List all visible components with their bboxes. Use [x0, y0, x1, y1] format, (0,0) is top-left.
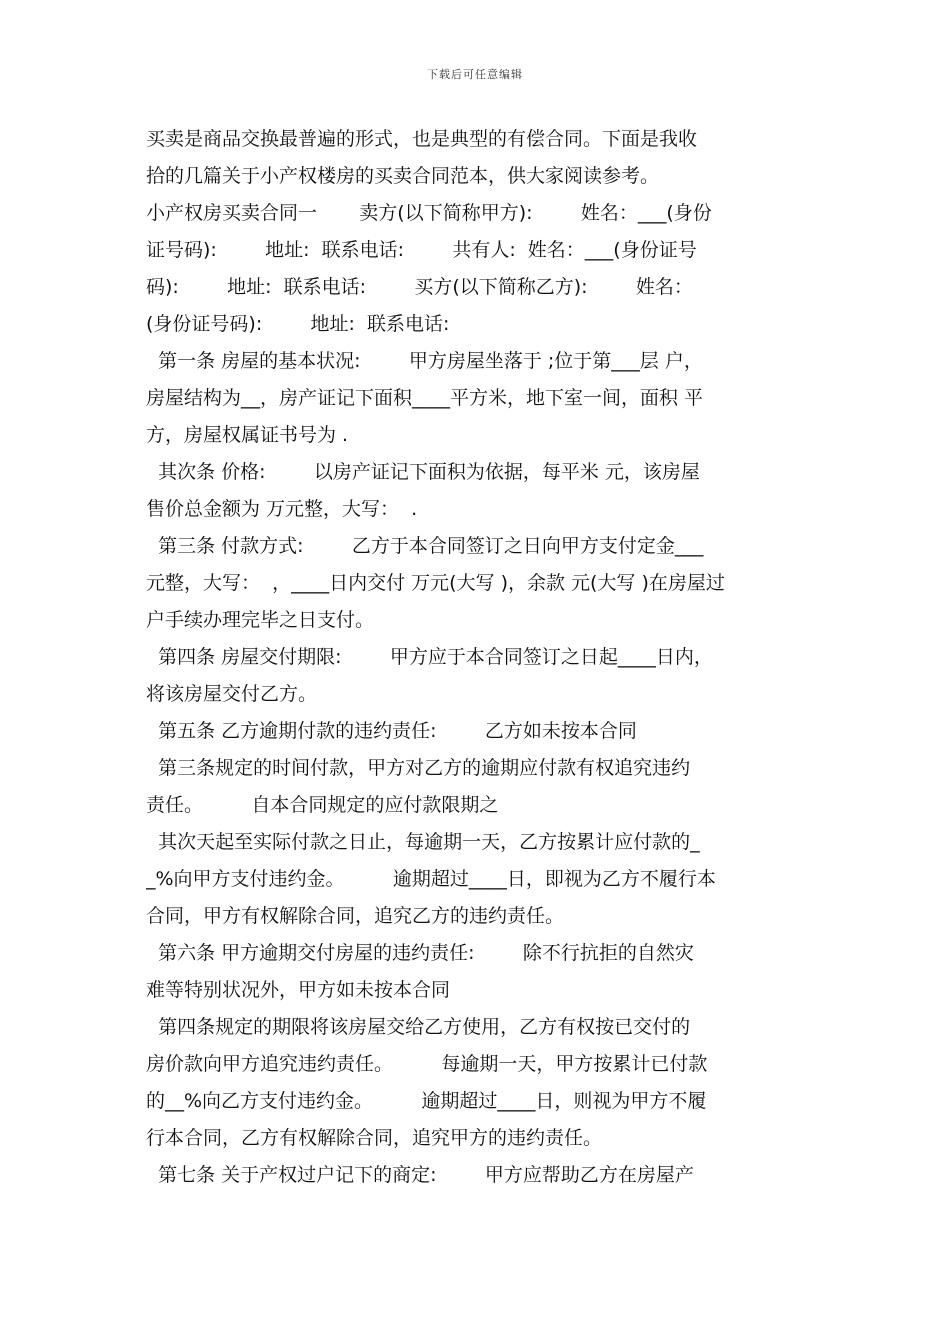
clause-6-heading: 第六条 甲方逾期交付房屋的违约责任: 除不行抗拒的自然灾: [146, 942, 694, 964]
text-line: 责任。 自本合同规定的应付款限期之: [146, 794, 499, 816]
text-line: _%向甲方支付违约金。 逾期超过____日，即视为乙方不履行本: [146, 868, 716, 890]
text-line: 拾的几篇关于小产权楼房的买卖合同范本，供大家阅读参考。: [146, 165, 660, 187]
text-line: 小产权房买卖合同一 卖方(以下简称甲方): 姓名：___(身份: [146, 202, 712, 224]
clause-5-heading: 第五条 乙方逾期付款的违约责任: 乙方如未按本合同: [146, 720, 637, 742]
clause-7-heading: 第七条 关于产权过户记下的商定: 甲方应帮助乙方在房屋产: [146, 1164, 694, 1186]
text-line: 户手续办理完毕之日支付。: [146, 609, 375, 631]
text-line: 元整，大写： ，____日内交付 万元(大写 )，余款 元(大写 )在房屋过: [146, 572, 725, 594]
text-line: 第四条规定的期限将该房屋交给乙方使用，乙方有权按已交付的: [146, 1016, 691, 1038]
text-line: 其次天起至实际付款之日止，每逾期一天，乙方按累计应付款的_: [146, 831, 700, 853]
contract-body: [146, 121, 816, 1194]
text-line: 码): 地址: 联系电话: 买方(以下简称乙方): 姓名：: [146, 276, 693, 298]
clause-1-heading: 第一条 房屋的基本状况: 甲方房屋坐落于 ;位于第___层 户，: [146, 350, 703, 372]
text-line: 将该房屋交付乙方。: [146, 683, 318, 705]
text-line: 买卖是商品交换最普遍的形式，也是典型的有偿合同。下面是我收: [146, 128, 698, 150]
text-line: 难等特别状况外，甲方如未按本合同: [146, 979, 451, 1001]
text-line: 合同，甲方有权解除合同，追究乙方的违约责任。: [146, 905, 565, 927]
text-line: 第三条规定的时间付款，甲方对乙方的逾期应付款有权追究违约: [146, 757, 691, 779]
clause-4-heading: 第四条 房屋交付期限: 甲方应于本合同签订之日起____日内，: [146, 646, 713, 668]
text-line: 房屋结构为__，房产证记下面积____平方米，地下室一间，面积 平: [146, 387, 704, 409]
text-line: (身份证号码): 地址: 联系电话:: [146, 313, 450, 335]
clause-3-heading: 第三条 付款方式: 乙方于本合同签订之日向甲方支付定金___: [146, 535, 704, 557]
header-note: 下载后可任意编辑: [427, 68, 523, 81]
clause-2-heading: 其次条 价格: 以房产证记下面积为依据，每平米 元，该房屋: [146, 461, 700, 483]
text-line: 的__%向乙方支付违约金。 逾期超过____日，则视为甲方不履: [146, 1090, 707, 1112]
text-line: 方，房屋权属证书号为 .: [146, 424, 349, 446]
text-line: 房价款向甲方追究违约责任。 每逾期一天，甲方按累计已付款: [146, 1053, 708, 1075]
text-line: 证号码): 地址: 联系电话: 共有人: 姓名：___(身份证号: [146, 239, 697, 261]
text-line: 行本合同，乙方有权解除合同，追究甲方的违约责任。: [146, 1127, 603, 1149]
text-line: 售价总金额为 万元整，大写： .: [146, 498, 418, 520]
